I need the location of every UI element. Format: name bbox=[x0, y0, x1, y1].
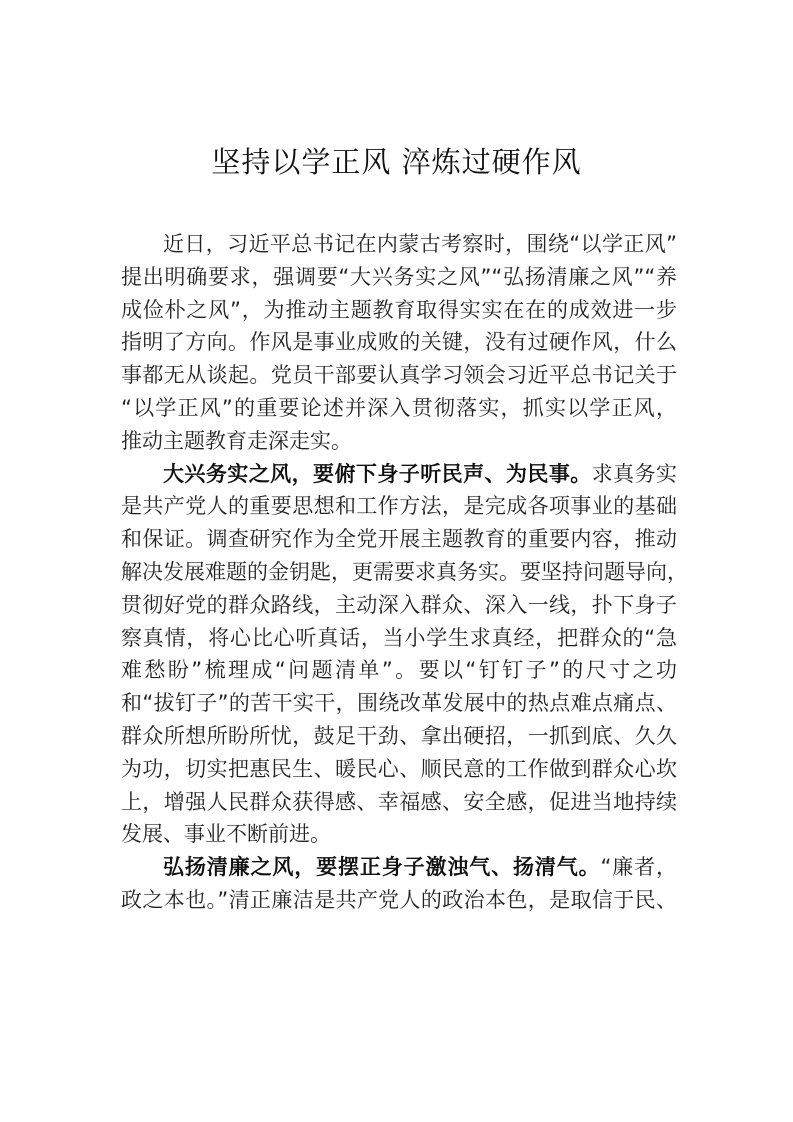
text-line: 察真情，将心比心听真话，当小学生求真经，把群众的“急 bbox=[121, 625, 677, 650]
paragraph-heading: 弘扬清廉之风，要摆正身子激浊气、扬清气。 bbox=[163, 855, 601, 880]
text-line: 为功，切实把惠民生、暖民心、顺民意的工作做到群众心坎 bbox=[121, 756, 677, 781]
paragraph-pragmatism bbox=[121, 458, 688, 852]
text-span: “廉者， bbox=[600, 855, 678, 880]
text-line: 推动主题教育走深走实。 bbox=[121, 428, 352, 453]
text-line bbox=[121, 458, 677, 491]
text-line: 近日，习近平总书记在内蒙古考察时，围绕“以学正风” bbox=[163, 232, 677, 256]
text-line: 提出明确要求，强调要“大兴务实之风”“弘扬清廉之风”“养 bbox=[121, 264, 677, 289]
text-line: 是共产党人的重要思想和工作方法，是完成各项事业的基础 bbox=[121, 494, 677, 519]
text-span: 求真务实 bbox=[591, 461, 678, 486]
text-line: 政之本也。”清正廉洁是共产党人的政治本色，是取信于民、 bbox=[121, 887, 677, 912]
document-title: 坚持以学正风 淬炼过硬作风 bbox=[211, 145, 582, 179]
text-line: 和“拔钉子”的苦干实干，围绕改革发展中的热点难点痛点、 bbox=[121, 691, 677, 716]
text-line: 解决发展难题的金钥匙，更需要求真务实。要坚持问题导向， bbox=[121, 559, 688, 584]
text-line bbox=[121, 851, 677, 884]
paragraph-intro bbox=[121, 228, 677, 458]
text-line: 难愁盼”梳理成“问题清单”。要以“钉钉子”的尺寸之功 bbox=[121, 658, 677, 683]
text-line: 指明了方向。作风是事业成败的关键，没有过硬作风，什么 bbox=[121, 330, 677, 355]
text-line: 贯彻好党的群众路线，主动深入群众、深入一线，扑下身子 bbox=[121, 592, 677, 617]
paragraph-integrity bbox=[121, 851, 677, 917]
text-line: “以学正风”的重要论述并深入贯彻落实，抓实以学正风， bbox=[121, 395, 677, 420]
paragraph-heading: 大兴务实之风，要俯下身子听民声、为民事。 bbox=[163, 461, 592, 486]
text-line: 群众所想所盼所忧，鼓足干劲、拿出硬招，一抓到底、久久 bbox=[121, 723, 677, 748]
text-line: 发展、事业不断前进。 bbox=[121, 822, 331, 847]
text-line: 事都无从谈起。党员干部要认真学习领会习近平总书记关于 bbox=[121, 363, 677, 388]
text-line: 成俭朴之风”，为推动主题教育取得实实在在的成效进一步 bbox=[121, 297, 677, 322]
document-body bbox=[121, 228, 688, 917]
text-line: 上，增强人民群众获得感、幸福感、安全感，促进当地持续 bbox=[121, 789, 677, 814]
text-line: 和保证。调查研究作为全党开展主题教育的重要内容，推动 bbox=[121, 527, 677, 552]
